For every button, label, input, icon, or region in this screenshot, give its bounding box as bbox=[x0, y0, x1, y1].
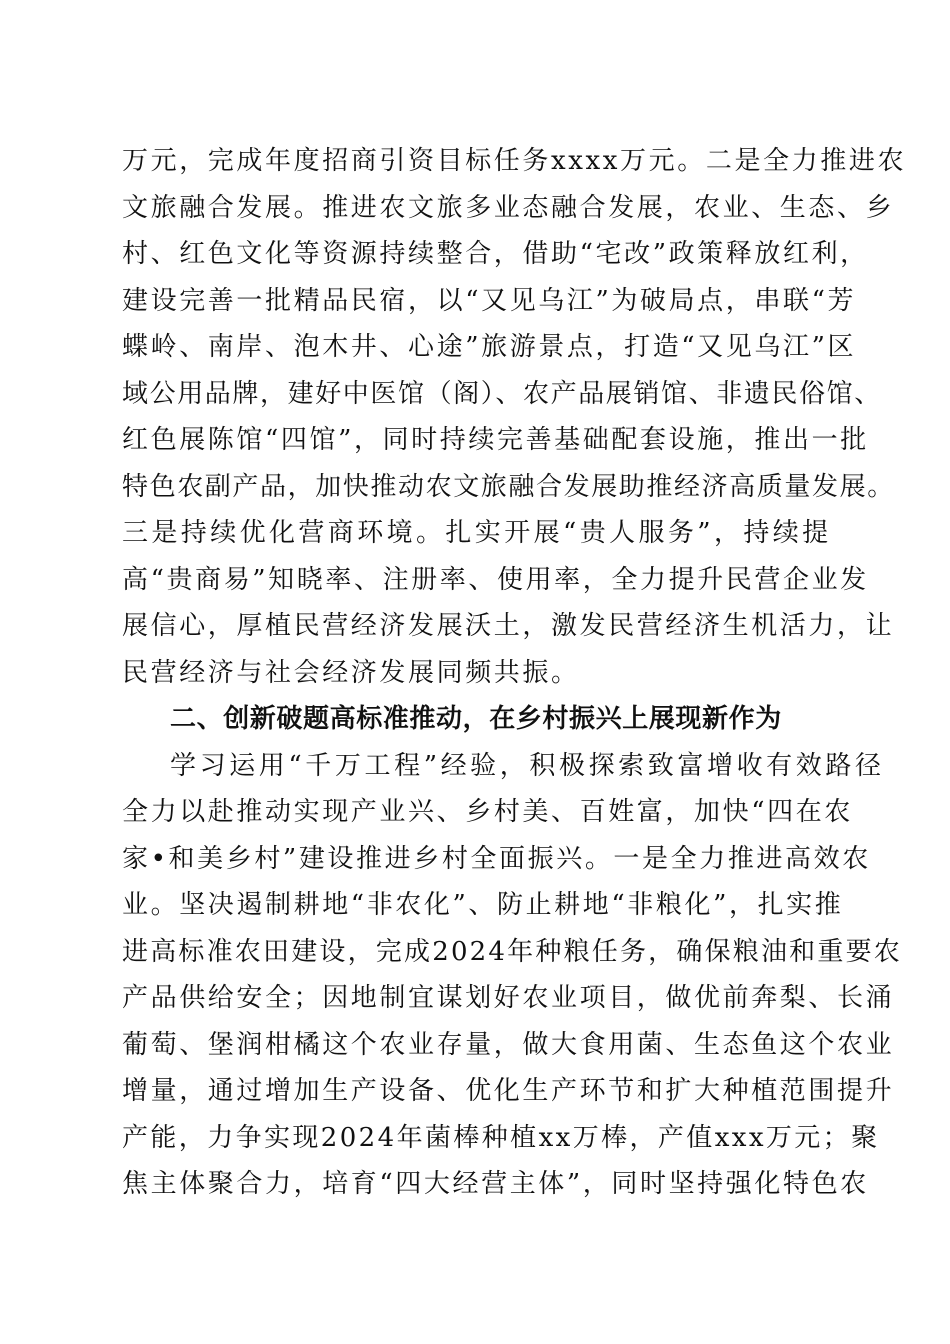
paragraph-line: 焦主体聚合力，培育“四大经营主体”，同时坚持强化特色农 bbox=[122, 1169, 869, 1199]
paragraph-line: 学习运用“千万工程”经验，积极探索致富增收有效路径 bbox=[170, 751, 885, 781]
paragraph-line: 民营经济与社会经济发展同频共振。 bbox=[122, 658, 580, 688]
paragraph-line: 进高标准农田建设，完成2024年种粮任务，确保粮油和重要农 bbox=[122, 937, 902, 967]
paragraph-line: 蝶岭、南岸、泡木井、心途”旅游景点，打造“又见乌江”区 bbox=[122, 332, 857, 362]
paragraph-line: 特色农副产品，加快推动农文旅融合发展助推经济高质量发展。 bbox=[122, 472, 895, 502]
paragraph-line: 红色展陈馆“四馆”，同时持续完善基础配套设施，推出一批 bbox=[122, 425, 869, 455]
paragraph-line: 三是持续优化营商环境。扎实开展“贵人服务”，持续提 bbox=[122, 518, 832, 548]
paragraph-line: 村、红色文化等资源持续整合，借助“宅改”政策释放红利， bbox=[122, 239, 869, 269]
paragraph-line: 万元，完成年度招商引资目标任务xxxx万元。二是全力推进农 bbox=[122, 146, 907, 176]
paragraph-line: 展信心，厚植民营经济发展沃土，激发民营经济生机活力，让 bbox=[122, 611, 895, 641]
paragraph-line: 业。坚决遏制耕地“非农化”、防止耕地“非粮化”，扎实推 bbox=[122, 890, 844, 920]
paragraph-line: 葡萄、堡润柑橘这个农业存量，做大食用菌、生态鱼这个农业 bbox=[122, 1030, 895, 1060]
paragraph-line: 产品供给安全；因地制宜谋划好农业项目，做优前奔梨、长涌 bbox=[122, 983, 895, 1013]
paragraph-line: 家•和美乡村”建设推进乡村全面振兴。一是全力推进高效农 bbox=[122, 844, 871, 874]
paragraph-line: 高“贵商易”知晓率、注册率、使用率，全力提升民营企业发 bbox=[122, 565, 869, 595]
paragraph-line: 域公用品牌，建好中医馆（阁）、农产品展销馆、非遗民俗馆、 bbox=[122, 379, 882, 409]
paragraph-line: 全力以赴推动实现产业兴、乡村美、百姓富，加快“四在农 bbox=[122, 797, 853, 827]
paragraph-line: 文旅融合发展。推进农文旅多业态融合发展，农业、生态、乡 bbox=[122, 193, 895, 223]
paragraph-line: 建设完善一批精品民宿，以“又见乌江”为破局点，串联“芳 bbox=[122, 286, 857, 316]
section-heading: 二、创新破题高标准推动，在乡村振兴上展现新作为 bbox=[170, 704, 782, 734]
paragraph-line: 产能，力争实现2024年菌棒种植xx万棒，产值xxx万元；聚 bbox=[122, 1123, 880, 1153]
paragraph-line: 增量，通过增加生产设备、优化生产环节和扩大种植范围提升 bbox=[122, 1076, 895, 1106]
